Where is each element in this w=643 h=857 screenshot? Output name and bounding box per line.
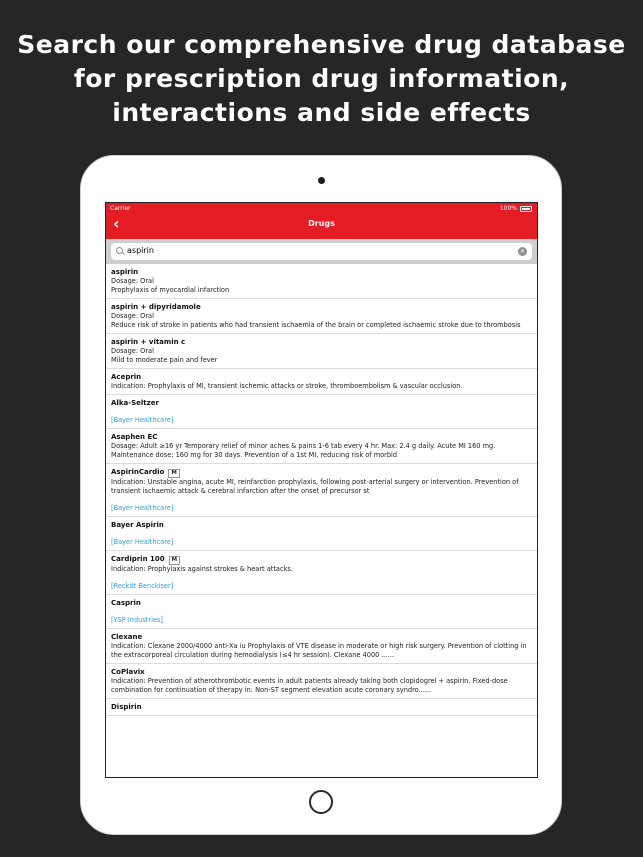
company-link[interactable]: [Bayer Healthcare] xyxy=(111,538,174,546)
drug-header xyxy=(111,468,532,478)
drug-detail: Indication: Prevention of atherothrombotic events in adult patients already taking both clopidogrel + aspirin. Fixed-dose combination for continuation of therapy in: Non-ST segment elevation acute coronary syndro...... xyxy=(111,677,508,694)
drug-list-item[interactable] xyxy=(106,595,537,629)
drug-name: aspirin + vitamin c xyxy=(111,338,186,346)
page-title: Drugs xyxy=(308,219,335,228)
drug-detail: Mild to moderate pain and fever xyxy=(111,356,218,364)
chevron-left-icon[interactable]: ‹ xyxy=(113,214,120,233)
monograph-badge: M xyxy=(168,469,179,478)
drug-header xyxy=(111,268,532,277)
headline-line-1: Search our comprehensive drug database xyxy=(17,30,626,59)
drug-name: Cardiprin 100 xyxy=(111,555,165,563)
drug-name: Alka-Seltzer xyxy=(111,399,159,407)
drug-header xyxy=(111,433,532,442)
drug-header xyxy=(111,303,532,312)
company-link[interactable]: [Reckitt Benckiser] xyxy=(111,582,174,590)
drug-list-item[interactable] xyxy=(106,664,537,699)
status-bar xyxy=(106,203,537,215)
drug-detail: Indication: Clexane 2000/4000 anti-Xa iu Prophylaxis of VTE disease in moderate or high risk surgery. Prevention of clotting in the extracorporeal circulation during hemodialysis (≤4 hr session). Clexane 4000 ...... xyxy=(111,642,527,659)
drug-header xyxy=(111,399,532,408)
navigation-bar xyxy=(106,203,537,239)
app-screen xyxy=(105,202,538,778)
drug-name: Bayer Aspirin xyxy=(111,521,164,529)
drug-list-item[interactable] xyxy=(106,517,537,551)
drug-name: Asaphen EC xyxy=(111,433,158,441)
drug-list-item[interactable] xyxy=(106,429,537,464)
drug-header xyxy=(111,338,532,347)
drug-list-item[interactable] xyxy=(106,369,537,395)
drug-detail: Indication: Unstable angina, acute MI, reinfarction prophylaxis, following post-arterial surgery or intervention. Prevention of transient ischaemic attack & cerebral infarction after the onset of precursor st xyxy=(111,478,519,495)
ipad-device-frame xyxy=(80,155,562,835)
clear-icon[interactable]: ✕ xyxy=(519,248,526,255)
promo-headline xyxy=(0,28,643,130)
drug-name: aspirin xyxy=(111,268,139,276)
search-input[interactable]: aspirin xyxy=(127,246,154,255)
drug-name: aspirin + dipyridamole xyxy=(111,303,201,311)
drug-name: Dispirin xyxy=(111,703,142,711)
drug-header xyxy=(111,599,532,608)
drug-name: Aceprin xyxy=(111,373,142,381)
drug-detail: Dosage: Oral xyxy=(111,312,154,320)
drug-list-item[interactable] xyxy=(106,699,537,716)
drug-name: AspirinCardio xyxy=(111,468,165,476)
search-field[interactable] xyxy=(111,243,532,260)
drug-list-item[interactable] xyxy=(106,395,537,429)
camera-icon xyxy=(318,177,325,184)
company-link[interactable]: [Bayer Healthcare] xyxy=(111,416,174,424)
drug-list-item[interactable] xyxy=(106,264,537,299)
drug-results-list xyxy=(106,264,537,716)
monograph-badge: M xyxy=(169,556,180,565)
drug-name: Clexane xyxy=(111,633,143,641)
drug-list-item[interactable] xyxy=(106,551,537,595)
home-button[interactable] xyxy=(309,790,333,814)
drug-detail: Reduce risk of stroke in patients who had transient ischaemia of the brain or completed ischaemic stroke due to thrombosis xyxy=(111,321,521,329)
battery-percentage: 100% xyxy=(499,205,517,212)
search-icon xyxy=(116,247,123,254)
drug-header xyxy=(111,555,532,565)
drug-header xyxy=(111,521,532,530)
drug-list-item[interactable] xyxy=(106,629,537,664)
drug-header xyxy=(111,373,532,382)
drug-detail: Dosage: Oral xyxy=(111,347,154,355)
drug-detail: Indication: Prophylaxis against strokes & heart attacks. xyxy=(111,565,293,573)
drug-header xyxy=(111,633,532,642)
drug-detail: Dosage: Oral xyxy=(111,277,154,285)
drug-list-item[interactable] xyxy=(106,334,537,369)
battery-icon xyxy=(520,206,532,212)
drug-list-item[interactable] xyxy=(106,299,537,334)
drug-list-item[interactable] xyxy=(106,464,537,517)
drug-detail: Dosage: Adult ≥16 yr Temporary relief of minor aches & pains 1-6 tab every 4 hr. Max: 2.4 g daily. Acute MI 160 mg. Maintenance dose: 160 mg for 30 days. Prevention of a 1st MI, reducing risk of morbid xyxy=(111,442,496,459)
company-link[interactable]: [Bayer Healthcare] xyxy=(111,504,174,512)
headline-line-2: for prescription drug information, xyxy=(73,64,570,93)
drug-detail: Prophylaxis of myocardial infarction xyxy=(111,286,230,294)
drug-detail: Indication: Prophylaxis of MI, transient ischemic attacks or stroke, thromboembolism & vascular occlusion. xyxy=(111,382,463,390)
drug-name: Casprin xyxy=(111,599,141,607)
headline-line-3: interactions and side effects xyxy=(112,98,531,127)
carrier-label: Carrier xyxy=(110,205,131,212)
company-link[interactable]: [YSP Industries] xyxy=(111,616,163,624)
search-bar xyxy=(106,239,537,264)
drug-header xyxy=(111,703,532,712)
drug-header xyxy=(111,668,532,677)
drug-name: CoPlavix xyxy=(111,668,145,676)
